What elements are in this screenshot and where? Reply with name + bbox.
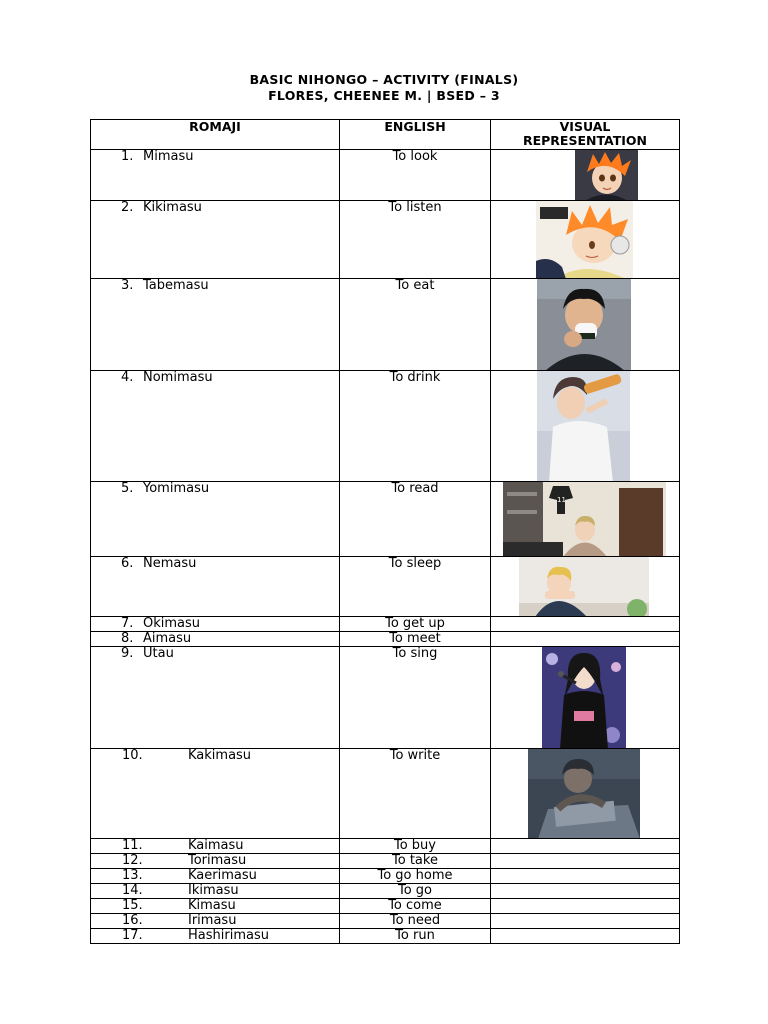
romaji-cell xyxy=(91,854,340,869)
english-cell: To sing xyxy=(340,647,491,749)
romaji-cell xyxy=(91,482,340,557)
english-cell: To listen xyxy=(340,201,491,279)
visual-cell xyxy=(491,557,680,617)
english-cell: To go xyxy=(340,884,491,899)
romaji-cell xyxy=(91,150,340,201)
visual-cell xyxy=(491,899,680,914)
row-number: 1. xyxy=(121,149,134,164)
visual-cell xyxy=(491,839,680,854)
english-cell: To come xyxy=(340,899,491,914)
english-cell: To read xyxy=(340,482,491,557)
romaji-cell xyxy=(91,632,340,647)
romaji-cell xyxy=(91,371,340,482)
romaji-word: Kaerimasu xyxy=(188,868,257,883)
row-number: 11. xyxy=(122,838,143,853)
visual-cell xyxy=(491,914,680,929)
boy-reading-in-room-image xyxy=(503,482,666,557)
table-header-row xyxy=(91,120,680,150)
romaji-word: Aimasu xyxy=(143,631,192,646)
romaji-word: Kikimasu xyxy=(143,200,202,215)
row-number: 9. xyxy=(121,646,134,661)
boy-drinking-image xyxy=(537,371,630,482)
vocabulary-table xyxy=(90,119,680,944)
boy-eating-riceball-image xyxy=(537,279,631,371)
table-row xyxy=(91,632,680,647)
english-cell: To drink xyxy=(340,371,491,482)
table-row xyxy=(91,617,680,632)
boy-with-headphones-image xyxy=(536,201,633,279)
romaji-word: Kaimasu xyxy=(188,838,244,853)
romaji-cell xyxy=(91,557,340,617)
romaji-cell xyxy=(91,201,340,279)
visual-cell xyxy=(491,854,680,869)
row-number: 16. xyxy=(122,913,143,928)
english-cell: To need xyxy=(340,914,491,929)
table-row xyxy=(91,914,680,929)
romaji-word: Kakimasu xyxy=(188,748,252,763)
romaji-word: Okimasu xyxy=(143,616,201,631)
row-number: 2. xyxy=(121,200,134,215)
row-number: 10. xyxy=(122,748,143,763)
romaji-word: Ikimasu xyxy=(188,883,239,898)
romaji-cell xyxy=(91,647,340,749)
person-writing-image xyxy=(528,749,640,839)
visual-cell xyxy=(491,201,680,279)
romaji-word: Nemasu xyxy=(143,556,197,571)
table-row xyxy=(91,150,680,201)
visual-cell xyxy=(491,647,680,749)
table-row xyxy=(91,869,680,884)
row-number: 6. xyxy=(121,556,134,571)
english-cell: To meet xyxy=(340,632,491,647)
table-row xyxy=(91,201,680,279)
table-row xyxy=(91,929,680,944)
row-number: 14. xyxy=(122,883,143,898)
visual-cell xyxy=(491,632,680,647)
romaji-cell xyxy=(91,899,340,914)
romaji-word: Hashirimasu xyxy=(188,928,269,943)
orange-haired-boy-image xyxy=(575,150,638,201)
header-english: ENGLISH xyxy=(340,120,491,150)
visual-cell xyxy=(491,482,680,557)
romaji-word: Irimasu xyxy=(188,913,237,928)
romaji-cell xyxy=(91,884,340,899)
row-number: 4. xyxy=(121,370,134,385)
visual-cell xyxy=(491,150,680,201)
english-cell: To sleep xyxy=(340,557,491,617)
romaji-word: Mimasu xyxy=(143,149,194,164)
visual-cell xyxy=(491,929,680,944)
svg-text:11: 11 xyxy=(557,496,566,504)
english-cell: To look xyxy=(340,150,491,201)
table-row xyxy=(91,279,680,371)
english-cell: To take xyxy=(340,854,491,869)
table-row xyxy=(91,854,680,869)
romaji-cell xyxy=(91,839,340,854)
boy-sleeping-on-desk-image xyxy=(519,557,649,617)
table-row xyxy=(91,557,680,617)
visual-cell xyxy=(491,279,680,371)
romaji-word: Utau xyxy=(143,646,174,661)
girl-singing-microphone-image xyxy=(542,647,626,749)
romaji-cell xyxy=(91,617,340,632)
visual-cell xyxy=(491,617,680,632)
table-row xyxy=(91,647,680,749)
row-number: 12. xyxy=(122,853,143,868)
visual-cell xyxy=(491,884,680,899)
row-number: 7. xyxy=(121,616,134,631)
english-cell: To get up xyxy=(340,617,491,632)
romaji-cell xyxy=(91,749,340,839)
header-romaji: ROMAJI xyxy=(91,120,340,150)
english-cell: To write xyxy=(340,749,491,839)
english-cell: To go home xyxy=(340,869,491,884)
romaji-word: Kimasu xyxy=(188,898,236,913)
romaji-cell xyxy=(91,929,340,944)
document-subtitle: FLORES, CHEENEE M. | BSED – 3 xyxy=(268,88,500,103)
row-number: 13. xyxy=(122,868,143,883)
romaji-word: Torimasu xyxy=(188,853,247,868)
english-cell: To run xyxy=(340,929,491,944)
row-number: 5. xyxy=(121,481,134,496)
romaji-word: Nomimasu xyxy=(143,370,213,385)
visual-cell xyxy=(491,749,680,839)
row-number: 8. xyxy=(121,631,134,646)
row-number: 3. xyxy=(121,278,134,293)
romaji-word: Yomimasu xyxy=(143,481,210,496)
table-row xyxy=(91,884,680,899)
header-visual: VISUAL REPRESENTATION xyxy=(491,120,680,150)
table-row xyxy=(91,482,680,557)
visual-cell xyxy=(491,869,680,884)
table-row xyxy=(91,371,680,482)
table-row xyxy=(91,899,680,914)
romaji-cell xyxy=(91,914,340,929)
romaji-word: Tabemasu xyxy=(143,278,209,293)
row-number: 15. xyxy=(122,898,143,913)
table-row xyxy=(91,749,680,839)
row-number: 17. xyxy=(122,928,143,943)
document-title: BASIC NIHONGO – ACTIVITY (FINALS) xyxy=(249,72,519,87)
romaji-cell xyxy=(91,279,340,371)
english-cell: To buy xyxy=(340,839,491,854)
visual-cell xyxy=(491,371,680,482)
table-row xyxy=(91,839,680,854)
romaji-cell xyxy=(91,869,340,884)
english-cell: To eat xyxy=(340,279,491,371)
